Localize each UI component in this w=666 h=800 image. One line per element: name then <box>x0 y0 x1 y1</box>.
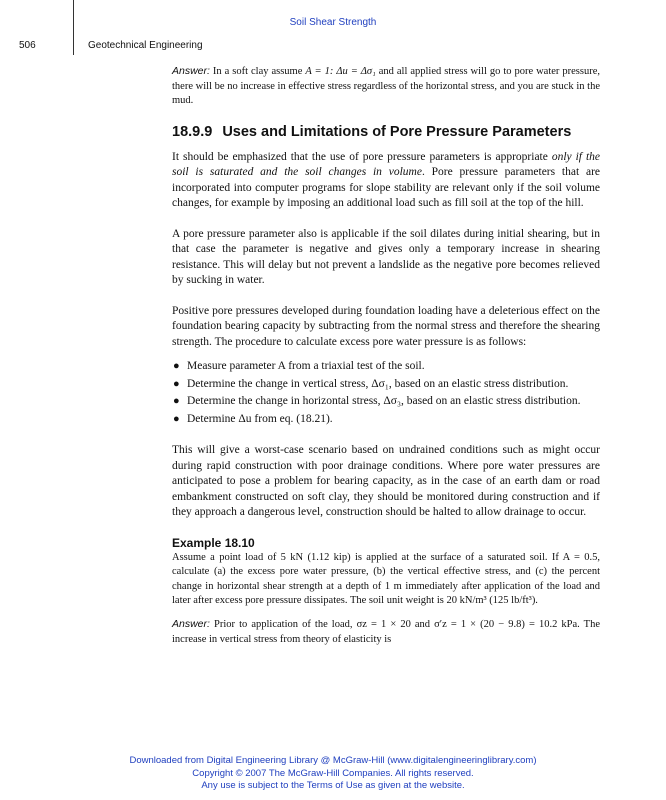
terms-of-use-link[interactable]: Any use is subject to the Terms of Use as given at the website. <box>201 780 465 791</box>
paragraph-2: A pore pressure parameter also is applicable if the soil dilates during initial shearing, but in that case the parameter is negative and gives only a temporary increase in shearing resistance. This will delay but not prevent a landslide as the negative pore becomes relieved by sucking in water. <box>172 227 600 286</box>
section-heading <box>172 124 600 140</box>
book-title: Geotechnical Engineering <box>88 40 203 51</box>
example-text: Assume a point load of 5 kN (1.12 kip) is applied at the surface of a saturated soil. If A = 0.5, calculate (a) the excess pore water pressure, (b) the vertical effective stress, and (c) the percent change in horizontal shear strength at a depth of 1 m immediately after application of the load and later after excess pore pressure dissipates. The soil unit weight is 20 kN/m³ (125 lb/ft³). <box>172 551 600 607</box>
list-item: ● Determine the change in vertical stress, Δσ₁, based on an elastic stress distribution. <box>172 377 600 393</box>
answer-paragraph: Answer: In a soft clay assume A = 1: Δu = Δσ₁ and all applied stress will go to pore water pressure, there will be no increase in effective stress regardless of the horizontal stress, and you are stuck in the mud. <box>172 65 600 106</box>
paragraph-1: It should be emphasized that the use of pore pressure parameters is appropriate only if the soil is saturated and the soil changes in volume. Pore pressure parameters that are incorporated into computer programs for slope stability are relevant only if the soil volume changes, for example by imposing an additional load such as fill soil at the top of the hill. <box>172 150 601 209</box>
paragraph-3: Positive pore pressures developed during foundation loading have a deleterious effect on the foundation bearing capacity by subtracting from the normal stress and therefore the shearing strength. The procedure to calculate excess pore water pressure is as follows: <box>172 304 600 348</box>
answer-label: Answer: <box>172 617 210 630</box>
page-number: 506 <box>19 40 36 51</box>
bullet-icon: ● <box>173 395 180 407</box>
list-item: ● Determine the change in horizontal stress, Δσ₃, based on an elastic stress distribution. <box>172 394 600 410</box>
section-title: Uses and Limitations of Pore Pressure Parameters <box>222 123 572 140</box>
list-item: ● Measure parameter A from a triaxial test of the soil. <box>172 359 600 375</box>
bullet-icon: ● <box>173 360 180 372</box>
running-head: Soil Shear Strength <box>289 17 377 28</box>
bullet-icon: ● <box>173 412 180 425</box>
inline-math: A = 1: Δu = Δσ₁ <box>305 66 376 77</box>
footer <box>0 755 666 793</box>
paragraph-4: This will give a worst-case scenario based on undrained conditions such as might occur during rapid construction with poor drainage conditions. Where pore water pressures are anticipated to pose a problem for bearing capacity, as in the case of an earth dam or road embankment constructed on soft clay, they should be monitored during construction and if they approach a dangerous level, construction should be halted to allow drainage to occur. <box>172 444 600 518</box>
page-body <box>172 64 600 647</box>
example-answer: Answer: Prior to application of the load, σz = 1 × 20 and σ′z = 1 × (20 − 9.8) = 10.2 kPa. The increase in vertical stress from theory of elasticity is <box>172 617 600 645</box>
bullet-icon: ● <box>173 377 180 390</box>
section-number: 18.9.9 <box>172 123 213 140</box>
header-divider <box>73 0 74 55</box>
copyright-notice: Copyright © 2007 The McGraw-Hill Companies. All rights reserved. <box>192 767 474 779</box>
answer-label: Answer: <box>172 65 210 77</box>
example-title: Example 18.10 <box>172 535 255 550</box>
download-source-link[interactable]: Downloaded from Digital Engineering Library @ McGraw-Hill (www.digitalengineeringlibrary.com) <box>129 755 537 766</box>
procedure-list <box>172 359 600 427</box>
list-item: ● Determine Δu from eq. (18.21). <box>172 412 600 428</box>
